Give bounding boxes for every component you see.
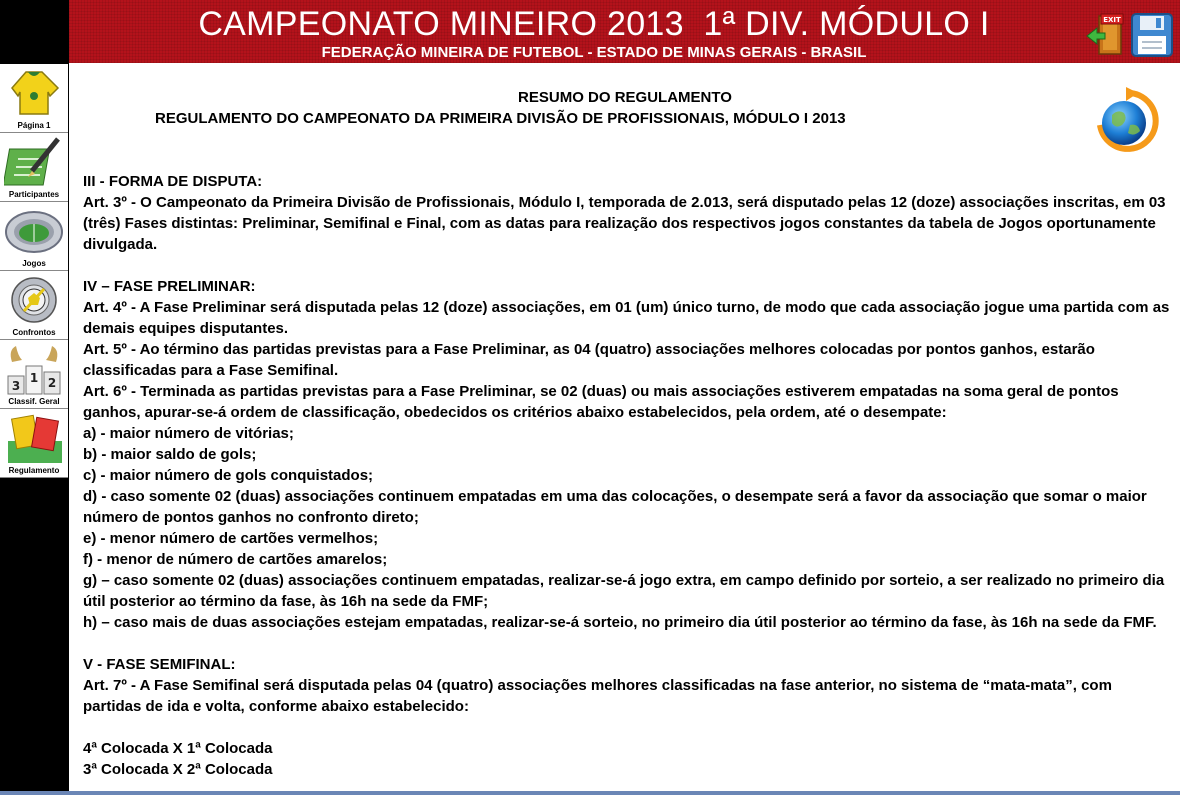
sidebar-item-participantes[interactable]	[0, 133, 68, 202]
article-paragraph: Art. 3º - O Campeonato da Primeira Divisão de Profissionais, Módulo I, temporada de 2.013, será disputado pelas 12 (doze) associações inscritas, em 03 (três) Fases distintas: Preliminar, Semifinal e Final, com as datas para realização dos respectivos jogos constantes da tabela de Jogos oportunamente divulgada.	[83, 194, 1166, 253]
sidebar-item-confrontos[interactable]	[0, 271, 68, 340]
sidebar-nav	[0, 0, 69, 795]
svg-text:3: 3	[11, 379, 21, 393]
podium-icon	[4, 342, 64, 396]
page-title: CAMPEONATO MINEIRO 2013 1ª DIV. MÓDULO I	[198, 5, 990, 43]
sidebar-item-jogos[interactable]	[0, 202, 68, 271]
sidebar-item-regulamento[interactable]	[0, 409, 68, 478]
criteria-item: f) - menor de número de cartões amarelos;	[83, 551, 388, 568]
page-subtitle: FEDERAÇÃO MINEIRA DE FUTEBOL - ESTADO DE MINAS GERAIS - BRASIL	[321, 44, 867, 61]
sidebar-item-label: Regulamento	[8, 466, 60, 475]
criteria-item: h) – caso mais de duas associações estejam empatadas, realizar-se-á sorteio, no primeiro dia útil posterior ao término da fase, às 16h na sede da FMF.	[83, 614, 1157, 631]
article-paragraph: Art. 7º - A Fase Semifinal será disputada pelas 04 (quatro) associações melhores classificadas na fase anterior, no sistema de “mata-mata”, com partidas de ida e volta, conforme abaixo estabelecido:	[83, 677, 1112, 715]
stadium-icon	[4, 204, 64, 258]
sidebar-item-pagina-1[interactable]	[0, 64, 68, 133]
section-heading: IV – FASE PRELIMINAR:	[83, 278, 256, 295]
document-subtitle: REGULAMENTO DO CAMPEONATO DA PRIMEIRA DIVISÃO DE PROFISSIONAIS, MÓDULO I 2013	[155, 110, 846, 127]
floppy-disk-icon[interactable]	[1130, 12, 1174, 58]
criteria-item: e) - menor número de cartões vermelhos;	[83, 530, 379, 547]
sidebar-item-label: Confrontos	[12, 328, 56, 337]
sidebar-item-label: Classif. Geral	[8, 397, 60, 406]
sidebar-item-classif-geral[interactable]	[0, 340, 68, 409]
pen-paper-icon	[4, 135, 64, 189]
matchup-line: 3ª Colocada X 2ª Colocada	[83, 761, 273, 778]
sidebar-item-label: Jogos	[22, 259, 46, 268]
yellow-jersey-icon	[4, 66, 64, 120]
document-title: RESUMO DO REGULAMENTO	[518, 89, 732, 106]
criteria-item: a) - maior número de vitórias;	[83, 425, 294, 442]
article-paragraph: Art. 4º - A Fase Preliminar será disputada pelas 12 (doze) associações, em 01 (um) único turno, de modo que cada associação jogue uma partida com as demais equipes disputantes.	[83, 299, 1170, 337]
criteria-item: d) - caso somente 02 (duas) associações continuem empatadas em uma das colocações, o desempate será a favor da associação que somar o maior número de pontos ganhos no confronto direto;	[83, 488, 1147, 526]
header-banner	[69, 0, 1180, 63]
svg-text:2: 2	[47, 376, 57, 390]
window-bottom-edge	[0, 791, 1180, 795]
section-heading: III - FORMA DE DISPUTA:	[83, 173, 263, 190]
section-heading: V - FASE SEMIFINAL:	[83, 656, 236, 673]
cards-icon	[4, 411, 64, 465]
article-paragraph: Art. 6º - Terminada as partidas previstas para a Fase Preliminar, se 02 (duas) ou mais associações estiverem empatadas na soma geral de pontos ganhos, apurar-se-á ordem de classificação, obedecidos os critérios abaixo estabelecidos, pela ordem, até o desempate:	[83, 383, 1119, 421]
sidebar-item-label: Página 1	[17, 121, 51, 130]
regulation-document	[83, 87, 1173, 780]
criteria-item: c) - maior número de gols conquistados;	[83, 467, 374, 484]
exit-door-icon[interactable]	[1085, 12, 1125, 56]
svg-text:1: 1	[29, 371, 39, 385]
matchup-line: 4ª Colocada X 1ª Colocada	[83, 740, 273, 757]
sidebar-item-label: Participantes	[8, 190, 60, 199]
soccer-ball-icon	[4, 273, 64, 327]
article-paragraph: Art. 5º - Ao término das partidas previstas para a Fase Preliminar, as 04 (quatro) associações melhores colocadas por pontos ganhos, estarão classificadas para a Fase Semifinal.	[83, 341, 1095, 379]
criteria-item: b) - maior saldo de gols;	[83, 446, 257, 463]
criteria-item: g) – caso somente 02 (duas) associações continuem empatadas, realizar-se-á jogo extra, em campo definido por sorteio, a ser realizado no primeiro dia útil posterior ao término da fase, às 16h na sede da FMF;	[83, 572, 1165, 610]
exit-label: EXIT	[1103, 16, 1121, 24]
